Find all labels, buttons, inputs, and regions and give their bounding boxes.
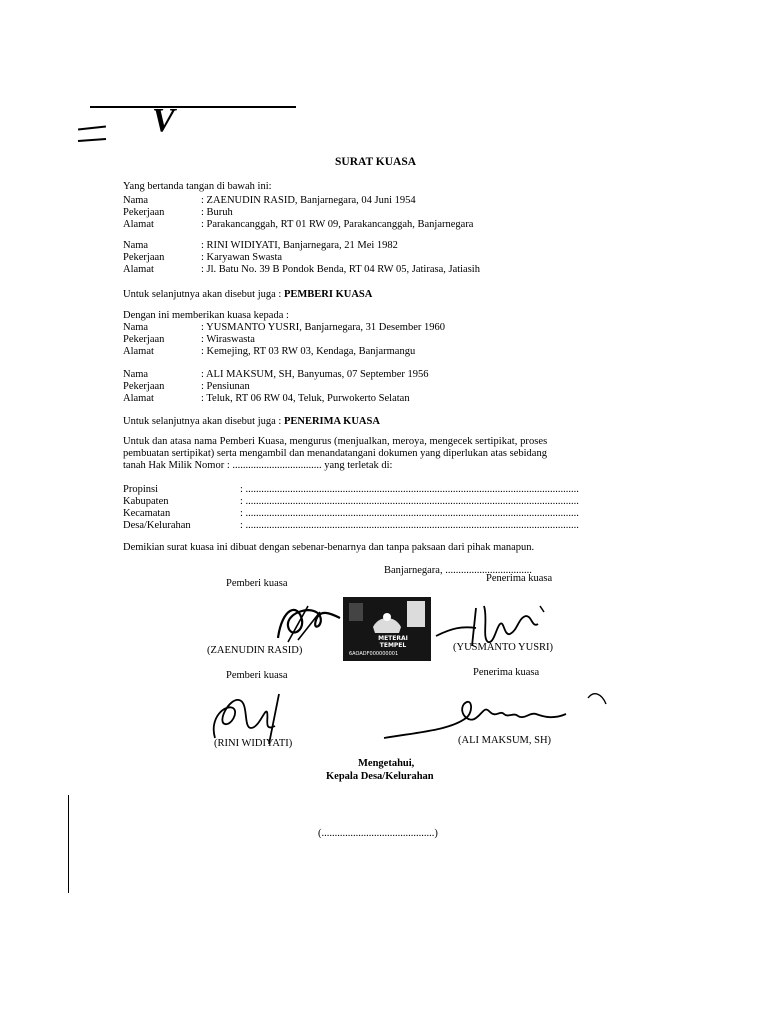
grantor-1-block <box>123 195 623 235</box>
sig2-grantor-name: (RINI WIDIYATI) <box>214 738 293 749</box>
location-value-desa: : ............................................................................................................................... <box>240 520 579 531</box>
grantee-2-pekerjaan: : Pensiunan <box>201 381 250 392</box>
purpose-line-3: tanah Hak Milik Nomor : .................................. yang terletak di: <box>123 460 393 471</box>
label-alamat: Alamat <box>123 393 154 404</box>
label-alamat: Alamat <box>123 346 154 357</box>
label-pekerjaan: Pekerjaan <box>123 207 165 218</box>
location-label-kabupaten: Kabupaten <box>123 496 169 507</box>
closing-statement: Demikian surat kuasa ini dibuat dengan sebenar-benarnya dan tanpa paksaan dari pihak manapun. <box>123 542 535 553</box>
stamp-text: METERAI TEMPEL <box>378 635 408 649</box>
grantee-2-block <box>123 369 623 409</box>
location-value-propinsi: : ............................................................................................................................... <box>240 484 579 495</box>
meterai-stamp <box>343 597 431 661</box>
grantor-2-pekerjaan: : Karyawan Swasta <box>201 252 283 263</box>
header-dash-2 <box>78 138 106 142</box>
location-value-kecamatan: : ............................................................................................................................... <box>240 508 579 519</box>
place-date: Banjarnegara, ................................. <box>384 565 532 576</box>
sig1-grantor-name: (ZAENUDIN RASID) <box>207 645 303 656</box>
location-block <box>123 484 583 536</box>
grantee-reference <box>123 416 380 428</box>
label-nama: Nama <box>123 195 149 206</box>
label-pekerjaan: Pekerjaan <box>123 252 165 263</box>
location-value-kabupaten: : ............................................................................................................................... <box>240 496 579 507</box>
grantor-reference-text: Untuk selanjutnya akan disebut juga : <box>123 289 284 300</box>
sig2-grantee-name: (ALI MAKSUM, SH) <box>458 735 552 746</box>
purpose-paragraph <box>123 436 643 472</box>
label-nama: Nama <box>123 322 149 333</box>
approval-line-1: Mengetahui, <box>358 758 415 769</box>
label-nama: Nama <box>123 240 149 251</box>
grantor-1-alamat: : Parakancanggah, RT 01 RW 09, Parakancanggah, Banjarnegara <box>201 219 474 230</box>
grantor-1-nama: : ZAENUDIN RASID, Banjarnegara, 04 Juni 1954 <box>201 195 416 206</box>
grantee-1-alamat: : Kemejing, RT 03 RW 03, Kendaga, Banjarmangu <box>201 346 416 357</box>
location-label-kecamatan: Kecamatan <box>123 508 171 519</box>
sig2-grantee-label: Penerima kuasa <box>473 667 540 678</box>
approval-line-2: Kepala Desa/Kelurahan <box>326 771 434 782</box>
stamp-code: 6AOADF000000001 <box>349 651 399 657</box>
grantor-1-pekerjaan: : Buruh <box>201 207 233 218</box>
grantee-reference-bold: PENERIMA KUASA <box>283 416 380 427</box>
document-title: SURAT KUASA <box>335 156 417 168</box>
header-v-mark: V <box>152 102 175 139</box>
approval-name-blank: (...........................................) <box>318 828 438 839</box>
grantor-2-nama: : RINI WIDIYATI, Banjarnegara, 21 Mei 1982 <box>201 240 398 251</box>
grantor-reference-bold: PEMBERI KUASA <box>283 289 373 300</box>
sig2-grantor-label: Pemberi kuasa <box>226 670 288 681</box>
grantee-1-block <box>123 322 623 362</box>
label-nama: Nama <box>123 369 149 380</box>
grantee-1-nama: : YUSMANTO YUSRI, Banjarnegara, 31 Desember 1960 <box>201 322 445 333</box>
location-label-propinsi: Propinsi <box>123 484 159 495</box>
label-pekerjaan: Pekerjaan <box>123 381 165 392</box>
grantee-1-pekerjaan: : Wiraswasta <box>201 334 255 345</box>
grantor-2-block <box>123 240 623 280</box>
purpose-line-2: pembuatan sertipikat) serta mengambil dan menandatangani dokumen yang diperlukan atas sebidang <box>123 448 547 459</box>
header-dash-1 <box>78 126 106 131</box>
scan-margin-line <box>68 795 69 893</box>
label-pekerjaan: Pekerjaan <box>123 334 165 345</box>
location-label-desa: Desa/Kelurahan <box>123 520 191 531</box>
grant-intro-text: Dengan ini memberikan kuasa kepada : <box>123 310 289 321</box>
grantee-reference-text: Untuk selanjutnya akan disebut juga : <box>123 416 284 427</box>
header-rule <box>90 106 296 108</box>
purpose-line-1: Untuk dan atasa nama Pemberi Kuasa, mengurus (menjualkan, meroya, mengecek sertipikat, proses <box>123 436 548 447</box>
grantor-reference <box>123 289 372 301</box>
sig1-grantee-label: Penerima kuasa <box>486 573 553 584</box>
grantee-2-nama: : ALI MAKSUM, SH, Banyumas, 07 September 1956 <box>201 369 429 380</box>
sig1-grantor-label: Pemberi kuasa <box>226 578 288 589</box>
signature-zaenudin <box>268 598 348 648</box>
sig1-grantee-name: (YUSMANTO YUSRI) <box>453 642 554 653</box>
intro-text: Yang bertanda tangan di bawah ini: <box>123 181 272 192</box>
label-alamat: Alamat <box>123 219 154 230</box>
grantee-2-alamat: : Teluk, RT 06 RW 04, Teluk, Purwokerto Selatan <box>201 393 410 404</box>
grantor-2-alamat: : Jl. Batu No. 39 B Pondok Benda, RT 04 RW 05, Jatirasa, Jatiasih <box>201 264 480 275</box>
label-alamat: Alamat <box>123 264 154 275</box>
